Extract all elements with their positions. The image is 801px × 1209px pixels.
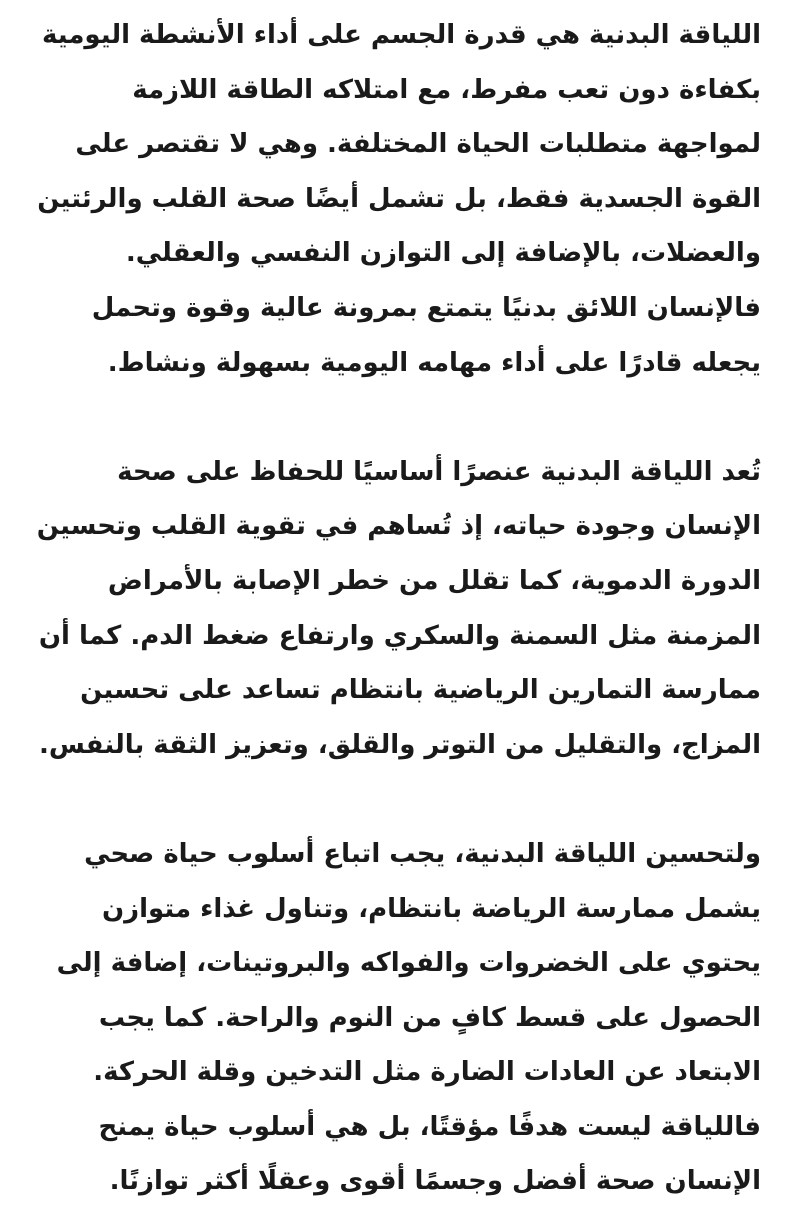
paragraph-importance: تُعد اللياقة البدنية عنصرًا أساسيًا للحفاظ على صحة الإنسان وجودة حياته، إذ تُساهم في تقوية القلب وتحسين الدورة الدموية، كما تقلل من خطر الإصابة بالأمراض المزمنة مثل السمنة والسكري وارتفاع ضغط الدم. كما أن ممارسة التمارين الرياضية بانتظام تساعد على تحسين المزاج، والتقليل من التوتر والقلق، وتعزيز الثقة بالنفس.	[36, 456, 761, 760]
paragraph-definition: اللياقة البدنية هي قدرة الجسم على أداء الأنشطة اليومية بكفاءة دون تعب مفرط، مع امتلاكه الطاقة اللازمة لمواجهة متطلبات الحياة المختلفة. وهي لا تقتصر على القوة الجسدية فقط، بل تشمل أيضًا صحة القلب والرئتين والعضلات، بالإضافة إلى التوازن النفسي والعقلي. فالإنسان اللائق بدنيًا يتمتع بمرونة عالية وقوة وتحمل يجعله قادرًا على أداء مهامه اليومية بسهولة ونشاط.	[37, 20, 761, 378]
paragraph-improvement: ولتحسين اللياقة البدنية، يجب اتباع أسلوب حياة صحي يشمل ممارسة الرياضة بانتظام، وتناول غذاء متوازن يحتوي على الخضروات والفواكه والبروتينات، إضافة إلى الحصول على قسط كافٍ من النوم والراحة. كما يجب الابتعاد عن العادات الضارة مثل التدخين وقلة الحركة. فاللياقة ليست هدفًا مؤقتًا، بل هي أسلوب حياة يمنح الإنسان صحة أفضل وجسمًا أقوى وعقلًا أكثر توازنًا.	[56, 838, 761, 1197]
article-text	[31, 8, 761, 1209]
